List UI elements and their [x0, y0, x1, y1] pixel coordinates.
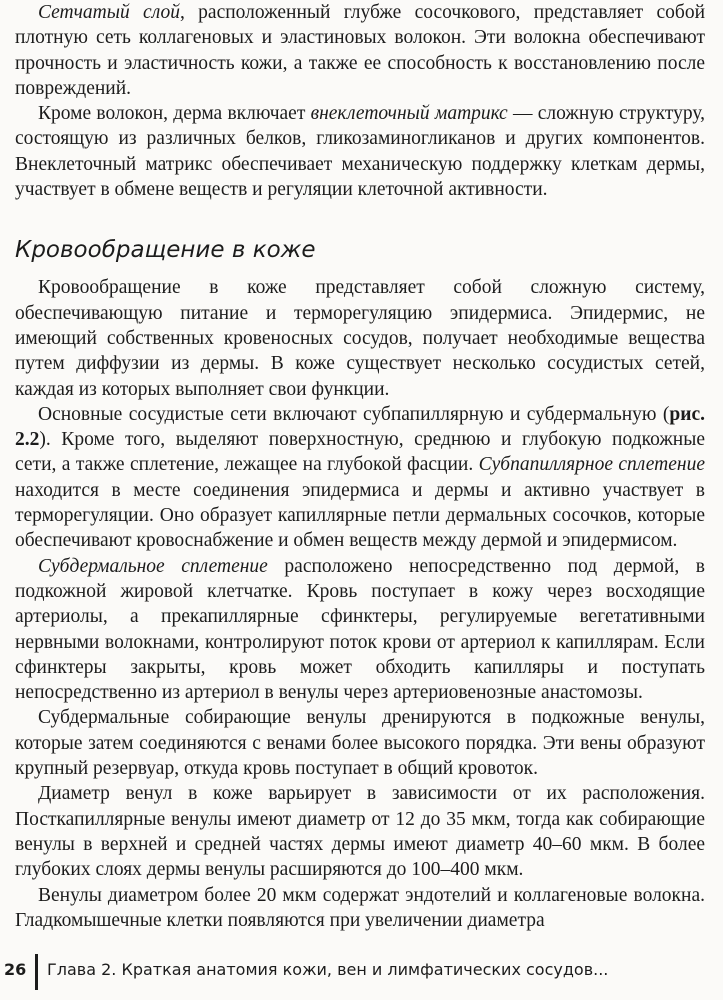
paragraph-circulation-intro: Кровообращение в коже представляет собой сложную систему, обеспечивающую питание и терморегуляцию эпидермиса. Эпидермис, не имеющий собственных кровеносных сосудов, получает необходимые вещества путем диффузии из дермы. В коже существует несколько сосудистых сетей, каждая из которых выполняет свои функции. [15, 277, 705, 400]
paragraph-vascular-networks [15, 402, 705, 554]
paragraph-extracellular-matrix [15, 101, 705, 202]
paragraph-text: ). Кроме того, выделяют поверхностную, среднюю и глубокую подкожные сети, а также сплетение, лежащее на глубокой фасции. [15, 429, 705, 476]
paragraph-text: — сложную структуру, состоящую из различных белков, гликозаминогликанов и других компонентов. Внеклеточный матрикс обеспечивает механическую поддержку клеткам дермы, участвует в обмене веществ и регуляции клеточной активности. [15, 103, 705, 201]
page-body [15, 0, 705, 933]
paragraph-text: расположено непосредственно под дермой, в подкожной жировой клетчатке. Кровь поступает в кожу через восходящие артериолы, а прекапиллярные сфинктеры, регулируемые вегетативными нервными волокнами, контролируют поток крови от артериол к капиллярам. Если сфинктеры закрыты, кровь может обходить капилляры и поступать непосредственно из артериол в венулы через артериовенозные анастомозы. [15, 555, 705, 704]
paragraph-text: Кроме волокон, дерма включает [38, 103, 311, 125]
paragraph-venule-wall: Венулы диаметром более 20 мкм содержат эндотелий и коллагеновые волокна. Гладкомышечные клетки появляются при увеличении диаметра [15, 884, 705, 931]
paragraph-reticular-layer [15, 0, 705, 101]
page-footer [0, 954, 723, 990]
section-heading: Кровообращение в коже [15, 237, 316, 264]
figure-reference[interactable]: рис. 2.2 [15, 403, 705, 451]
term-subpapillary-plexus: Субпапиллярное сплетение [478, 454, 705, 476]
running-head: Глава 2. Краткая анатомия кожи, вен и лимфатических сосудов... [47, 960, 609, 979]
footer-divider [35, 954, 38, 990]
term-subdermal-plexus: Субдермальное сплетение [38, 555, 268, 577]
paragraph-venules-drainage: Субдермальные собирающие венулы дренируются в подкожные венулы, которые затем соединяются с венами более высокого порядка. Эти вены образуют крупный резервуар, откуда кровь поступает в общий кровоток. [15, 707, 705, 780]
paragraph-subdermal-plexus [15, 554, 705, 706]
term-extracellular-matrix: внеклеточный матрикс [310, 103, 508, 125]
term-reticular-layer: Сетчатый слой [38, 2, 180, 23]
page-number: 26 [4, 960, 27, 979]
paragraph-text: Основные сосудистые сети включают субпапиллярную и субдермальную ( [38, 403, 670, 425]
paragraph-text: находится в месте соединения эпидермиса и дермы и активно участвует в терморегуляции. Оно образует капиллярные петли дермальных сосочков, которые обеспечивают кровоснабжение и обмен веществ между дермой и эпидермисом. [15, 479, 705, 552]
paragraph-text: , расположенный глубже сосочкового, представляет собой плотную сеть коллагеновых и эластиновых волокон. Эти волокна обеспечивают прочность и эластичность кожи, а также ее способность к восстановлению после повреждений. [15, 2, 706, 99]
paragraph-venule-diameter: Диаметр венул в коже варьирует в зависимости от их расположения. Посткапиллярные венулы имеют диаметр от 12 до 35 мкм, тогда как собирающие венулы в верхней и средней частях дермы имеют диаметр 40–60 мкм. В более глубоких слоях дермы венулы расширяются до 100–400 мкм. [15, 783, 705, 881]
